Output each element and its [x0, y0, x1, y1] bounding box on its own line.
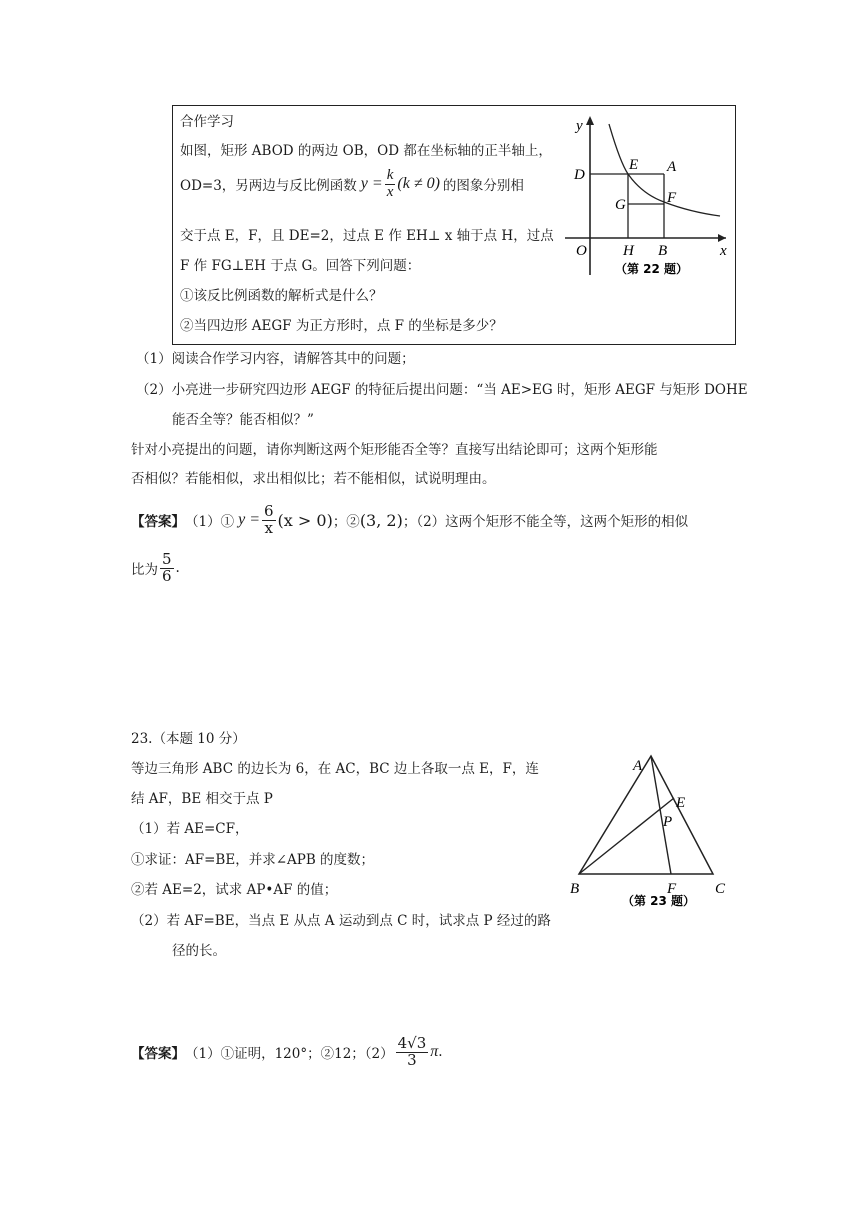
label-O: O	[576, 243, 587, 259]
q22-answer-line-1	[131, 504, 688, 537]
q22-answer-y-lhs: y =	[238, 511, 260, 529]
q23-line-2: 结 AF，BE 相交于点 P	[131, 791, 273, 807]
q22-answer-ratio-prefix: 比为	[131, 562, 158, 579]
triangle-ABC	[579, 756, 713, 874]
func-denominator: x	[386, 183, 394, 200]
q23-figure-caption: （第 23 题）	[622, 894, 696, 908]
func-lhs: y =	[360, 175, 383, 193]
label-A: A	[667, 159, 677, 175]
label-H: H	[623, 243, 634, 259]
q23-line-4: ①求证：AF=BE，并求∠APB 的度数；	[131, 852, 375, 868]
q23-answer-numerator: 4√3	[397, 1034, 427, 1052]
q22-box-line-2	[180, 168, 524, 201]
label-y: y	[576, 118, 583, 134]
q22-box-title: 合作学习	[180, 114, 234, 130]
q23-figure	[565, 750, 735, 910]
q22-answer-ratio	[160, 552, 174, 585]
q22-box-line-2a: OD=3，另两边与反比例函数	[180, 178, 357, 195]
label-G: G	[615, 197, 626, 213]
q22-answer-ratio-numerator: 5	[162, 550, 172, 568]
q23-line-6: （2）若 AF=BE，当点 E 从点 A 运动到点 C 时，试求点 P 经过的路	[131, 913, 551, 929]
label-F: F	[667, 881, 677, 897]
q22-answer-condition: (x > 0)	[277, 510, 333, 530]
q23-answer-period: .	[438, 1044, 443, 1061]
label-F: F	[667, 190, 677, 206]
q22-part-2-line-1: （2）小亮进一步研究四边形 AEGF 的特征后提出问题：“当 AE>EG 时，矩形 AEGF 与矩形 DOHE	[136, 382, 748, 398]
segment-BE	[579, 798, 674, 874]
q22-answer-part-3: ；（2）这两个矩形不能全等，这两个矩形的相似	[402, 514, 689, 531]
func-condition: (k ≠ 0)	[397, 175, 440, 193]
q22-answer-ratio-denominator: 6	[162, 566, 172, 585]
q22-box-line-1: 如图，矩形 ABOD 的两边 OB，OD 都在坐标轴的正半轴上，	[180, 143, 552, 159]
label-A: A	[633, 758, 643, 774]
label-E: E	[676, 795, 686, 811]
q22-answer-denominator: x	[264, 518, 273, 537]
y-axis-arrow-icon	[586, 116, 594, 125]
q23-answer-pi: π	[430, 1043, 439, 1061]
q23-heading: 23.（本题 10 分）	[131, 731, 246, 747]
label-x: x	[720, 243, 727, 259]
label-C: C	[715, 881, 726, 897]
label-D: D	[574, 167, 585, 183]
q22-answer-part-1: （1）①	[185, 514, 235, 531]
func-numerator: k	[386, 167, 394, 183]
q23-answer-label: 【答案】	[131, 1046, 185, 1063]
q22-answer-coordinate: (3, 2)	[359, 510, 403, 530]
q22-answer-period: .	[175, 560, 180, 577]
q23-answer	[131, 1036, 443, 1069]
q22-answer-line-2	[131, 552, 180, 585]
label-B: B	[570, 881, 580, 897]
q23-line-3: （1）若 AE=CF，	[131, 821, 249, 837]
q23-line-5: ②若 AE=2，试求 AP•AF 的值；	[131, 882, 338, 898]
q22-answer-numerator: 6	[264, 502, 274, 520]
q23-line-7: 径的长。	[172, 943, 226, 959]
q22-part-3-line-1: 针对小亮提出的问题，请你判断这两个矩形能否全等？直接写出结论即可；这两个矩形能	[131, 442, 658, 458]
q23-line-1: 等边三角形 ABC 的边长为 6，在 AC，BC 边上各取一点 E，F，连	[131, 761, 539, 777]
q22-part-2-line-2: 能否全等？能否相似？”	[172, 412, 314, 428]
x-axis-arrow-icon	[718, 234, 726, 242]
q22-answer-fraction	[262, 504, 276, 537]
q22-box-line-3: 交于点 E，F，且 DE=2，过点 E 作 EH⊥ x 轴于点 H，过点	[180, 228, 554, 244]
q23-answer-fraction	[396, 1036, 429, 1069]
q22-box-line-4: F 作 FG⊥EH 于点 G。回答下列问题：	[180, 258, 421, 274]
label-B: B	[658, 243, 668, 259]
q22-figure-caption: （第 22 题）	[615, 262, 689, 276]
label-P: P	[663, 814, 673, 830]
q23-answer-part-1: （1）①证明，120°；②12；（2）	[185, 1046, 394, 1063]
q22-box-line-6: ②当四边形 AEGF 为正方形时，点 F 的坐标是多少？	[180, 318, 503, 334]
q22-part-1: （1）阅读合作学习内容，请解答其中的问题；	[136, 351, 415, 367]
q22-part-3-line-2: 否相似？若能相似，求出相似比；若不能相似，试说明理由。	[131, 471, 496, 487]
func-fraction	[385, 168, 396, 201]
q22-figure	[560, 110, 732, 282]
q22-box-line-5: ①该反比例函数的解析式是什么？	[180, 288, 383, 304]
label-E: E	[629, 157, 639, 173]
q22-box-line-2b: 的图象分别相	[442, 178, 524, 195]
q22-answer-part-2: ；②	[332, 514, 360, 531]
q22-answer-label: 【答案】	[131, 514, 185, 531]
q23-answer-denominator: 3	[407, 1050, 417, 1069]
